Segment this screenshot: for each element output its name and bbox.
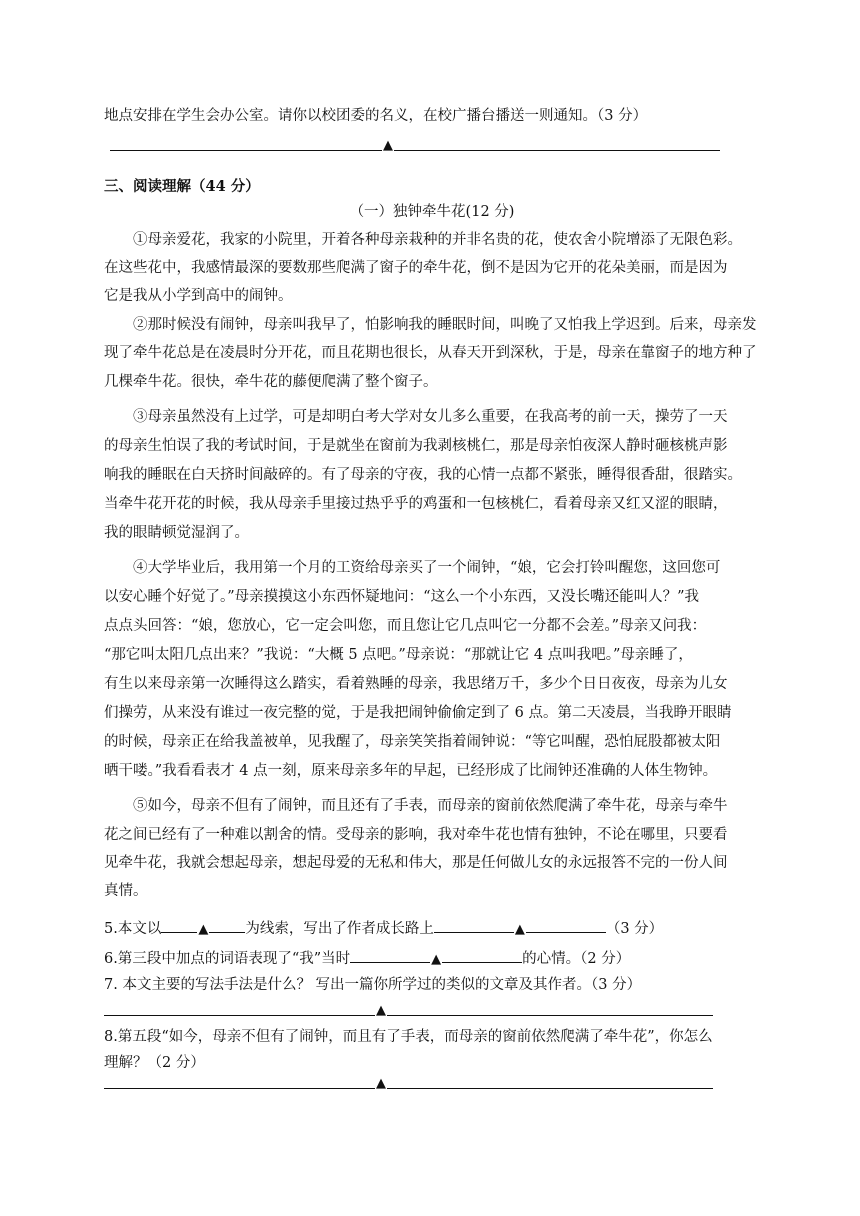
paragraph-line: 有生以来母亲第一次睡得这么踏实，看着熟睡的母亲，我思绪万千，多少个日日夜夜，母亲为儿女 bbox=[104, 676, 728, 692]
paragraph-line: 现了牵牛花总是在凌晨时分开花，而且花期也很长，从春天开到深秋，于是，母亲在靠窗子的地方种了 bbox=[104, 345, 757, 361]
question-points: （3 分） bbox=[605, 921, 664, 937]
paragraph-line: ④大学毕业后，我用第一个月的工资给母亲买了一个闹钟，“娘，它会打铃叫醒您，这回您可 bbox=[133, 560, 721, 576]
paragraph-line: 们操劳，从来没有谁过一夜完整的觉，于是我把闹钟偷偷定到了 6 点。第二天凌晨，当我睁开眼睛 bbox=[104, 705, 732, 721]
answer-blank[interactable] bbox=[434, 918, 514, 933]
paragraph-line: 见牵牛花，我就会想起母亲，想起母爱的无私和伟大，那是任何做儿女的永远报答不完的一份人间 bbox=[104, 855, 728, 871]
question-text: 的心情。（2 分） bbox=[522, 951, 631, 967]
answer-rule bbox=[104, 1015, 375, 1016]
paragraph-line: 在这些花中，我感情最深的要数那些爬满了窗子的牵牛花，倒不是因为它开的花朵美丽，而是因为 bbox=[104, 260, 728, 276]
question-8-line-2: 理解？（2 分） bbox=[104, 1055, 205, 1071]
question-8-line-1: 8.第五段“如今，母亲不但有了闹钟，而且有了手表，而母亲的窗前依然爬满了牵牛花”，你怎么 bbox=[104, 1029, 713, 1045]
answer-line-q7[interactable] bbox=[104, 999, 713, 1019]
answer-rule bbox=[387, 1088, 713, 1089]
paragraph-line: 花之间已经有了一种难以割舍的情。受母亲的影响，我对牵牛花也情有独钟，不论在哪里，只要看 bbox=[104, 827, 728, 843]
question-7: 7. 本文主要的写法手法是什么？ 写出一篇你所学过的类似的文章及其作者。（3 分） bbox=[104, 977, 642, 993]
paragraph-line: 响我的睡眠在白天挤时间敲碎的。有了母亲的守夜，我的心情一点都不紧张，睡得很香甜，很踏实。 bbox=[104, 467, 742, 483]
answer-line-notice[interactable] bbox=[110, 134, 720, 154]
blank-marker-icon: ▲ bbox=[514, 922, 525, 937]
blank-marker-icon: ▲ bbox=[376, 1076, 386, 1091]
question-text: 5.本文以 bbox=[104, 921, 162, 937]
paragraph-line: 点点头回答：“娘，您放心，它一定会叫您，而且您让它几点叫它一分都不会差。”母亲又问我： bbox=[104, 618, 707, 634]
answer-rule bbox=[104, 1088, 375, 1089]
answer-blank[interactable] bbox=[350, 948, 430, 963]
question-6 bbox=[104, 948, 760, 969]
paragraph-line: 晒干喽。”我看看表才 4 点一刻，原来母亲多年的早起，已经形成了比闹钟还准确的人体生物钟。 bbox=[104, 763, 718, 779]
paragraph-line: ⑤如今，母亲不但有了闹钟，而且还有了手表，而母亲的窗前依然爬满了牵牛花，母亲与牵牛 bbox=[133, 798, 728, 814]
paragraph-line: “那它叫太阳几点出来？”我说：“大概 5 点吧。”母亲说：“那就让它 4 点叫我吧。”母亲睡了， bbox=[104, 647, 693, 663]
answer-blank[interactable] bbox=[209, 918, 245, 933]
paragraph-line: ①母亲爱花，我家的小院里，开着各种母亲栽种的并非名贵的花，使农舍小院增添了无限色彩。 bbox=[133, 232, 742, 248]
answer-rule bbox=[110, 150, 382, 151]
answer-rule bbox=[387, 1015, 713, 1016]
answer-line-q8[interactable] bbox=[104, 1072, 713, 1092]
question-5 bbox=[104, 918, 760, 939]
paragraph-line: 我的眼睛顿觉湿润了。 bbox=[104, 525, 249, 541]
question-text: 为线索，写出了作者成长路上 bbox=[245, 921, 434, 937]
blank-marker-icon: ▲ bbox=[198, 922, 209, 937]
paragraph-line: ②那时候没有闹钟，母亲叫我早了，怕影响我的睡眠时间，叫晚了又怕我上学迟到。后来，母亲发 bbox=[133, 317, 757, 333]
paragraph-line: 它是我从小学到高中的闹钟。 bbox=[104, 288, 293, 304]
paragraph-line: ③母亲虽然没有上过学，可是却明白考大学对女儿多么重要，在我高考的前一天，操劳了一天 bbox=[133, 409, 728, 425]
question-text: 6.第三段中加点的词语表现了“我”当时 bbox=[104, 951, 351, 967]
blank-marker-icon: ▲ bbox=[383, 138, 393, 153]
answer-rule bbox=[394, 150, 720, 151]
paragraph-line: 真情。 bbox=[104, 883, 148, 899]
paragraph-line: 几棵牵牛花。很快，牵牛花的藤便爬满了整个窗子。 bbox=[104, 374, 438, 390]
paragraph-line: 的母亲生怕误了我的考试时间，于是就坐在窗前为我剥核桃仁，那是母亲怕夜深人静时砸核桃声影 bbox=[104, 438, 728, 454]
answer-blank[interactable] bbox=[526, 918, 606, 933]
paragraph-line: 的时候，母亲正在给我盖被单，见我醒了，母亲笑笑指着闹钟说：“等它叫醒，恐怕屁股都被太阳 bbox=[104, 734, 721, 750]
blank-marker-icon: ▲ bbox=[431, 952, 442, 967]
blank-marker-icon: ▲ bbox=[376, 1003, 386, 1018]
paragraph-line: 以安心睡个好觉了。”母亲摸摸这小东西怀疑地问：“这么一个小东西，又没长嘴还能叫人？”我 bbox=[104, 589, 699, 605]
intro-tail-text: 地点安排在学生会办公室。请你以校团委的名义，在校广播台播送一则通知。（3 分） bbox=[104, 108, 648, 124]
answer-blank[interactable] bbox=[442, 948, 522, 963]
answer-blank[interactable] bbox=[161, 918, 197, 933]
paragraph-line: 当牵牛花开花的时候，我从母亲手里接过热乎乎的鸡蛋和一包核桃仁，看着母亲又红又涩的眼睛， bbox=[104, 496, 728, 512]
article-title: （一）独钟牵牛花(12 分) bbox=[349, 204, 515, 220]
section-heading: 三、阅读理解（44 分） bbox=[104, 178, 260, 195]
